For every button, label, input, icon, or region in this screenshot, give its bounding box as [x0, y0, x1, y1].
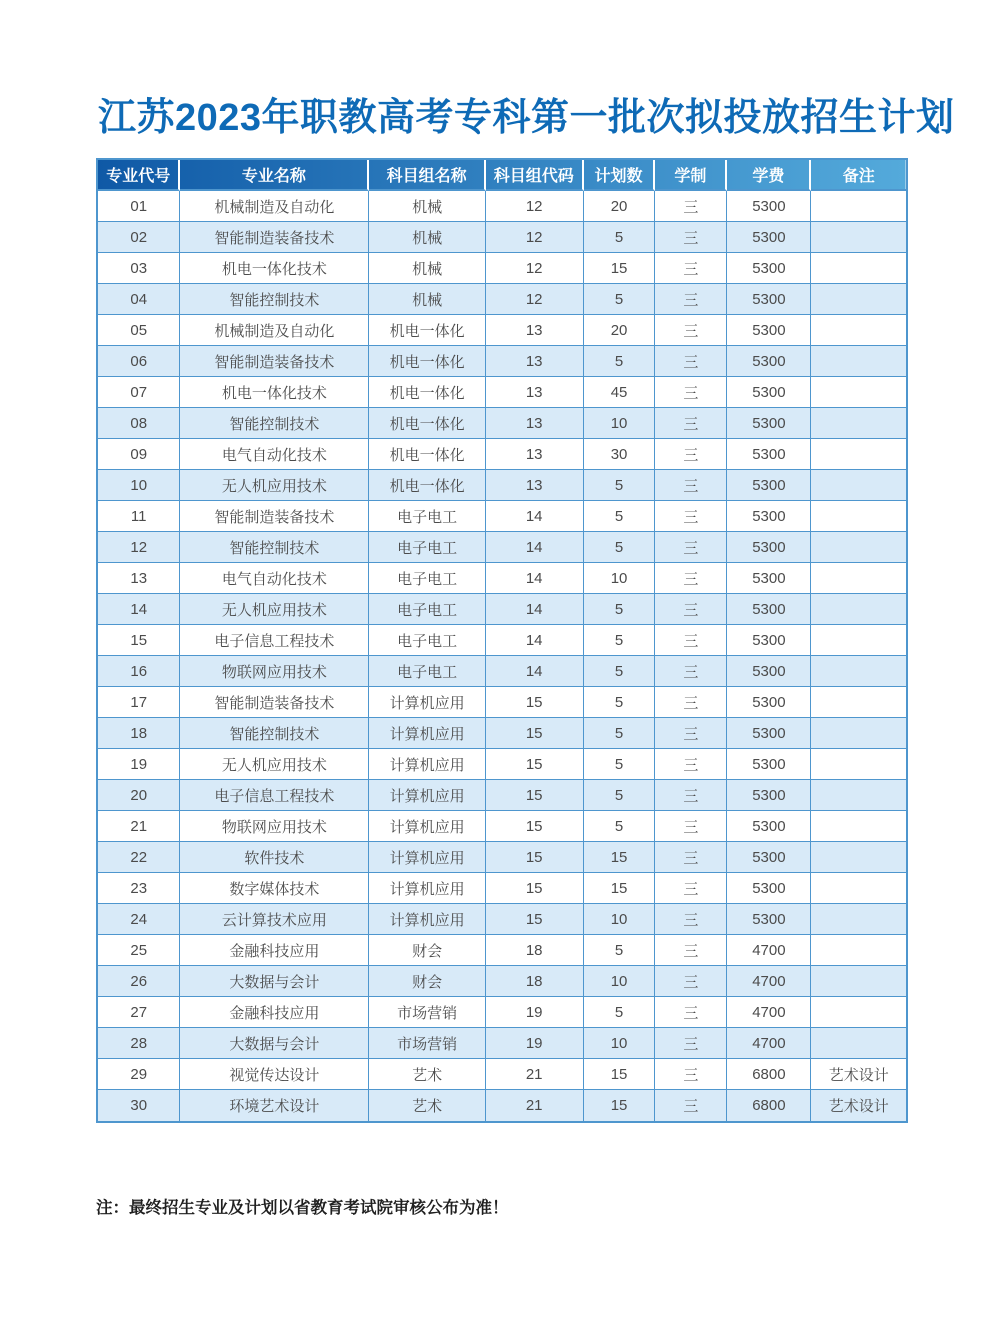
table-cell [811, 842, 906, 873]
table-cell: 29 [98, 1059, 180, 1090]
table-cell: 机电一体化 [369, 408, 485, 439]
table-cell: 15 [486, 811, 584, 842]
table-cell: 21 [486, 1059, 584, 1090]
table-cell [811, 563, 906, 594]
table-cell: 5 [584, 284, 656, 315]
table-cell: 18 [486, 935, 584, 966]
table-cell: 15 [486, 749, 584, 780]
table-row [98, 842, 906, 873]
table-row [98, 222, 906, 253]
table-cell: 5 [584, 935, 656, 966]
table-cell [811, 811, 906, 842]
table-row [98, 718, 906, 749]
table-cell: 19 [98, 749, 180, 780]
table-cell: 27 [98, 997, 180, 1028]
table-header [98, 160, 906, 191]
table-body [98, 191, 906, 1121]
table-cell: 机电一体化 [369, 315, 485, 346]
table-cell: 计算机应用 [369, 842, 485, 873]
table-cell: 计算机应用 [369, 811, 485, 842]
table-cell: 15 [584, 873, 656, 904]
table-cell: 16 [98, 656, 180, 687]
table-row [98, 315, 906, 346]
table-cell: 21 [486, 1090, 584, 1121]
table-cell: 计算机应用 [369, 904, 485, 935]
table-cell: 机械制造及自动化 [180, 315, 369, 346]
table-cell: 智能制造装备技术 [180, 687, 369, 718]
table-cell: 4700 [727, 935, 811, 966]
table-row [98, 532, 906, 563]
table-cell: 10 [584, 904, 656, 935]
table-cell: 云计算技术应用 [180, 904, 369, 935]
table-row [98, 284, 906, 315]
table-cell: 14 [486, 594, 584, 625]
table-cell: 14 [98, 594, 180, 625]
table-row [98, 780, 906, 811]
table-row [98, 594, 906, 625]
table-cell [811, 284, 906, 315]
table-cell: 24 [98, 904, 180, 935]
table-cell: 电子电工 [369, 532, 485, 563]
table-cell: 5300 [727, 811, 811, 842]
table-cell: 电子电工 [369, 563, 485, 594]
table-cell: 机电一体化 [369, 377, 485, 408]
table-cell [811, 780, 906, 811]
table-cell: 4700 [727, 997, 811, 1028]
table-cell: 10 [584, 563, 656, 594]
table-cell: 财会 [369, 966, 485, 997]
table-cell: 三 [655, 563, 727, 594]
table-cell: 5300 [727, 408, 811, 439]
table-cell: 14 [486, 656, 584, 687]
table-cell: 电子电工 [369, 594, 485, 625]
table-cell: 01 [98, 191, 180, 222]
table-cell: 5300 [727, 222, 811, 253]
table-cell: 20 [584, 191, 656, 222]
table-cell: 15 [486, 842, 584, 873]
table-cell [811, 470, 906, 501]
table-row [98, 501, 906, 532]
table-cell: 三 [655, 532, 727, 563]
table-cell [811, 873, 906, 904]
table-cell: 计算机应用 [369, 873, 485, 904]
table-cell: 23 [98, 873, 180, 904]
table-cell: 5 [584, 811, 656, 842]
table-cell: 4700 [727, 1028, 811, 1059]
table-cell: 三 [655, 811, 727, 842]
table-cell [811, 625, 906, 656]
table-row [98, 873, 906, 904]
table-cell: 三 [655, 904, 727, 935]
table-cell: 三 [655, 718, 727, 749]
table-cell: 三 [655, 408, 727, 439]
table-cell: 智能控制技术 [180, 284, 369, 315]
table-cell: 5 [584, 222, 656, 253]
table-row [98, 625, 906, 656]
table-cell: 5300 [727, 842, 811, 873]
table-cell: 5300 [727, 191, 811, 222]
table-cell: 机械制造及自动化 [180, 191, 369, 222]
table-cell [811, 718, 906, 749]
table-cell: 计算机应用 [369, 718, 485, 749]
table-cell: 三 [655, 1028, 727, 1059]
table-cell: 金融科技应用 [180, 997, 369, 1028]
table-row [98, 253, 906, 284]
table-cell: 财会 [369, 935, 485, 966]
table-cell [811, 997, 906, 1028]
table-cell: 12 [486, 222, 584, 253]
table-row [98, 904, 906, 935]
table-cell: 5300 [727, 315, 811, 346]
table-cell: 三 [655, 377, 727, 408]
table-cell: 计算机应用 [369, 687, 485, 718]
table-cell: 26 [98, 966, 180, 997]
table-cell: 三 [655, 1090, 727, 1121]
table-cell: 电子信息工程技术 [180, 780, 369, 811]
table-cell [811, 253, 906, 284]
table-cell: 5300 [727, 284, 811, 315]
table-cell: 三 [655, 439, 727, 470]
table-row [98, 687, 906, 718]
table-cell: 12 [98, 532, 180, 563]
table-cell: 三 [655, 625, 727, 656]
table-cell: 10 [584, 408, 656, 439]
table-cell: 5 [584, 501, 656, 532]
table-cell: 5300 [727, 656, 811, 687]
table-cell: 艺术设计 [811, 1090, 906, 1121]
table-cell: 5300 [727, 625, 811, 656]
table-cell: 15 [486, 718, 584, 749]
table-cell: 5300 [727, 470, 811, 501]
table-cell: 无人机应用技术 [180, 749, 369, 780]
table-cell: 三 [655, 749, 727, 780]
table-cell: 电气自动化技术 [180, 439, 369, 470]
table-cell: 19 [486, 997, 584, 1028]
table-cell: 15 [98, 625, 180, 656]
table-cell: 13 [98, 563, 180, 594]
table-cell [811, 439, 906, 470]
table-cell: 三 [655, 284, 727, 315]
table-cell: 机械 [369, 253, 485, 284]
column-header: 备注 [811, 160, 906, 191]
table-cell: 5300 [727, 718, 811, 749]
table-cell: 04 [98, 284, 180, 315]
table-cell: 艺术 [369, 1059, 485, 1090]
table-cell: 20 [584, 315, 656, 346]
table-cell [811, 594, 906, 625]
table-cell: 6800 [727, 1059, 811, 1090]
table-cell: 三 [655, 594, 727, 625]
table-cell: 智能控制技术 [180, 408, 369, 439]
table-cell [811, 935, 906, 966]
table-cell: 13 [486, 346, 584, 377]
table-cell: 17 [98, 687, 180, 718]
table-cell: 25 [98, 935, 180, 966]
table-row [98, 749, 906, 780]
table-cell: 三 [655, 966, 727, 997]
table-cell: 环境艺术设计 [180, 1090, 369, 1121]
table-cell: 5 [584, 749, 656, 780]
table-row [98, 377, 906, 408]
table-cell: 12 [486, 284, 584, 315]
table-cell [811, 687, 906, 718]
table-cell [811, 346, 906, 377]
table-cell: 计算机应用 [369, 749, 485, 780]
table-cell [811, 966, 906, 997]
table-cell: 14 [486, 563, 584, 594]
table-cell: 5300 [727, 532, 811, 563]
table-cell: 无人机应用技术 [180, 594, 369, 625]
table-cell: 5 [584, 346, 656, 377]
table-row [98, 997, 906, 1028]
table-row [98, 439, 906, 470]
table-cell: 13 [486, 315, 584, 346]
table-row [98, 1059, 906, 1090]
table-cell: 13 [486, 377, 584, 408]
table-cell [811, 315, 906, 346]
table-cell: 5300 [727, 346, 811, 377]
table-cell: 三 [655, 222, 727, 253]
table-cell: 03 [98, 253, 180, 284]
table-cell [811, 532, 906, 563]
table-cell: 智能控制技术 [180, 718, 369, 749]
header-row [98, 160, 906, 191]
table-cell: 机电一体化 [369, 439, 485, 470]
table-cell: 4700 [727, 966, 811, 997]
table-cell: 30 [584, 439, 656, 470]
table-cell: 13 [486, 408, 584, 439]
table-cell: 三 [655, 842, 727, 873]
table-cell: 5 [584, 780, 656, 811]
table-cell: 机电一体化 [369, 470, 485, 501]
table-row [98, 1028, 906, 1059]
table-cell: 机电一体化技术 [180, 377, 369, 408]
table-cell: 电子信息工程技术 [180, 625, 369, 656]
table-row [98, 935, 906, 966]
table-cell: 三 [655, 346, 727, 377]
table-cell: 09 [98, 439, 180, 470]
column-header: 学费 [727, 160, 811, 191]
table-cell: 15 [486, 780, 584, 811]
table-cell: 5300 [727, 253, 811, 284]
column-header: 专业名称 [180, 160, 369, 191]
table-cell: 三 [655, 935, 727, 966]
table-row [98, 346, 906, 377]
table-cell: 02 [98, 222, 180, 253]
table-cell: 08 [98, 408, 180, 439]
table-cell: 5 [584, 470, 656, 501]
table-cell: 电子电工 [369, 625, 485, 656]
table-cell: 三 [655, 656, 727, 687]
table-cell: 5300 [727, 749, 811, 780]
table-cell: 机械 [369, 222, 485, 253]
table-cell: 5300 [727, 439, 811, 470]
table-cell: 三 [655, 873, 727, 904]
table-cell: 07 [98, 377, 180, 408]
table-cell: 电子电工 [369, 656, 485, 687]
table-cell: 物联网应用技术 [180, 811, 369, 842]
table-cell: 机械 [369, 284, 485, 315]
table-cell: 市场营销 [369, 1028, 485, 1059]
column-header: 科目组名称 [369, 160, 485, 191]
table-cell: 5 [584, 687, 656, 718]
table-cell: 三 [655, 780, 727, 811]
table-cell: 5300 [727, 873, 811, 904]
page-title: 江苏2023年职教高考专科第一批次拟投放招生计划 [98, 97, 955, 139]
table-cell: 艺术 [369, 1090, 485, 1121]
table-cell [811, 1028, 906, 1059]
table-cell: 三 [655, 1059, 727, 1090]
table-cell: 19 [486, 1028, 584, 1059]
table-cell: 大数据与会计 [180, 966, 369, 997]
table-cell: 5 [584, 718, 656, 749]
table-cell: 机电一体化技术 [180, 253, 369, 284]
table-cell: 18 [486, 966, 584, 997]
table-cell: 21 [98, 811, 180, 842]
table-cell: 三 [655, 687, 727, 718]
table-cell: 智能制造装备技术 [180, 501, 369, 532]
table-cell: 市场营销 [369, 997, 485, 1028]
table-cell: 机电一体化 [369, 346, 485, 377]
table-cell: 5300 [727, 563, 811, 594]
table-cell: 5 [584, 594, 656, 625]
table-cell: 13 [486, 439, 584, 470]
table-cell: 14 [486, 501, 584, 532]
table-cell: 18 [98, 718, 180, 749]
column-header: 计划数 [584, 160, 656, 191]
table-cell [811, 222, 906, 253]
table-cell: 15 [486, 687, 584, 718]
enrollment-plan-table [96, 158, 908, 1123]
table-cell: 三 [655, 501, 727, 532]
table-cell: 10 [584, 1028, 656, 1059]
table-row [98, 656, 906, 687]
table-cell: 5300 [727, 904, 811, 935]
table-cell: 22 [98, 842, 180, 873]
table-cell: 三 [655, 315, 727, 346]
table-cell: 电气自动化技术 [180, 563, 369, 594]
table-cell: 15 [584, 1090, 656, 1121]
table-cell: 28 [98, 1028, 180, 1059]
table-cell: 计算机应用 [369, 780, 485, 811]
table-cell: 13 [486, 470, 584, 501]
table-cell: 11 [98, 501, 180, 532]
table-cell: 15 [584, 1059, 656, 1090]
table-cell: 软件技术 [180, 842, 369, 873]
table-row [98, 408, 906, 439]
table-cell: 30 [98, 1090, 180, 1121]
table-cell: 15 [584, 842, 656, 873]
table-cell: 5 [584, 656, 656, 687]
column-header: 科目组代码 [486, 160, 584, 191]
column-header: 学制 [655, 160, 727, 191]
table-cell [811, 904, 906, 935]
table-cell: 5300 [727, 687, 811, 718]
table-cell: 14 [486, 532, 584, 563]
table-cell: 06 [98, 346, 180, 377]
table-cell: 5300 [727, 594, 811, 625]
table-cell: 智能控制技术 [180, 532, 369, 563]
table-cell: 10 [584, 966, 656, 997]
table-cell: 5300 [727, 780, 811, 811]
footnote: 注：最终招生专业及计划以省教育考试院审核公布为准！ [96, 1199, 509, 1217]
table-cell: 智能制造装备技术 [180, 346, 369, 377]
table-cell: 12 [486, 191, 584, 222]
table-cell [811, 749, 906, 780]
table-cell: 5 [584, 625, 656, 656]
table-cell: 5 [584, 532, 656, 563]
table-cell: 电子电工 [369, 501, 485, 532]
table-row [98, 966, 906, 997]
table-cell [811, 377, 906, 408]
table-cell: 15 [486, 873, 584, 904]
table-cell: 物联网应用技术 [180, 656, 369, 687]
table-cell: 艺术设计 [811, 1059, 906, 1090]
table-cell: 45 [584, 377, 656, 408]
table-cell: 数字媒体技术 [180, 873, 369, 904]
table-cell: 15 [584, 253, 656, 284]
table-cell: 5300 [727, 501, 811, 532]
table-cell [811, 656, 906, 687]
table-row [98, 191, 906, 222]
table-row [98, 470, 906, 501]
table-row [98, 1090, 906, 1121]
table-cell: 12 [486, 253, 584, 284]
table-cell: 5300 [727, 377, 811, 408]
table-cell: 三 [655, 253, 727, 284]
table-cell: 无人机应用技术 [180, 470, 369, 501]
table-cell: 智能制造装备技术 [180, 222, 369, 253]
table-cell: 金融科技应用 [180, 935, 369, 966]
table-cell: 20 [98, 780, 180, 811]
column-header: 专业代号 [98, 160, 180, 191]
table-cell: 14 [486, 625, 584, 656]
table-cell: 三 [655, 191, 727, 222]
table-cell: 5 [584, 997, 656, 1028]
table-cell: 大数据与会计 [180, 1028, 369, 1059]
table-cell: 05 [98, 315, 180, 346]
table-cell: 10 [98, 470, 180, 501]
table-cell [811, 408, 906, 439]
table-cell: 三 [655, 470, 727, 501]
table-cell: 15 [486, 904, 584, 935]
table-cell: 三 [655, 997, 727, 1028]
table-row [98, 811, 906, 842]
table-cell [811, 191, 906, 222]
table-cell [811, 501, 906, 532]
table-cell: 机械 [369, 191, 485, 222]
table-cell: 视觉传达设计 [180, 1059, 369, 1090]
table-cell: 6800 [727, 1090, 811, 1121]
table-row [98, 563, 906, 594]
